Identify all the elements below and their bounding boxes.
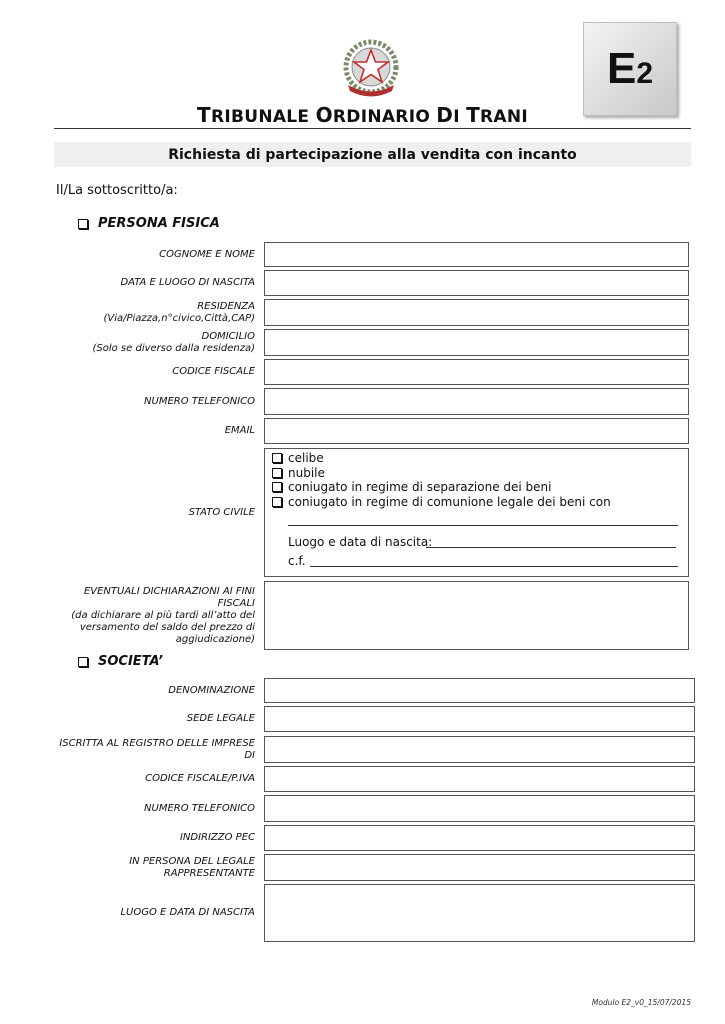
label-dichiarazioni-fiscali: EVENTUALI DICHIARAZIONI AI FINI FISCALI (da dichiarare al più tardi all’atto del versamento del saldo del prezzo di aggiudicazione): [71, 585, 255, 645]
badge-number: 2: [636, 57, 654, 90]
spouse-cf-line[interactable]: [310, 566, 678, 567]
label-sede-legale: SEDE LEGALE: [186, 713, 255, 724]
option-celibe[interactable]: celibe: [272, 451, 611, 466]
badge-letter: E: [606, 44, 637, 93]
section-societa-label: SOCIETA’: [98, 654, 163, 669]
input-societa-telefono[interactable]: [264, 795, 695, 822]
label-societa-nascita: LUOGO E DATA DI NASCITA: [120, 907, 255, 918]
input-registro-imprese[interactable]: [264, 736, 695, 763]
italian-republic-emblem-icon: [338, 36, 404, 102]
section-persona-fisica[interactable]: [78, 216, 220, 231]
checkbox-icon[interactable]: [272, 482, 282, 492]
input-numero-telefonico[interactable]: [264, 388, 689, 415]
label-residenza: RESIDENZA (Via/Piazza,n°civico,Città,CAP): [103, 300, 255, 324]
checkbox-icon[interactable]: [272, 453, 282, 463]
label-data-luogo-nascita: DATA E LUOGO DI NASCITA: [120, 277, 255, 288]
input-domicilio[interactable]: [264, 329, 689, 356]
court-word-1: TRIBUNALE: [196, 103, 310, 127]
spouse-name-line[interactable]: [288, 525, 678, 526]
label-codice-fiscale: CODICE FISCALE: [172, 366, 255, 377]
spouse-birth-line[interactable]: [426, 547, 676, 548]
input-dichiarazioni-fiscali[interactable]: [264, 581, 689, 650]
label-denominazione: DENOMINAZIONE: [168, 684, 255, 696]
court-title: [0, 103, 725, 127]
input-codice-fiscale[interactable]: [264, 359, 689, 385]
checkbox-icon[interactable]: [78, 657, 88, 667]
input-societa-nascita[interactable]: [264, 884, 695, 942]
option-nubile[interactable]: nubile: [272, 466, 611, 481]
label-email: EMAIL: [224, 425, 255, 436]
label-legale-rappresentante: IN PERSONA DEL LEGALE RAPPRESENTANTE: [129, 855, 255, 879]
input-email[interactable]: [264, 418, 689, 444]
input-data-luogo-nascita[interactable]: [264, 270, 689, 296]
label-registro-imprese: ISCRITTA AL REGISTRO DELLE IMPRESE DI: [59, 737, 255, 761]
label-societa-telefono: NUMERO TELEFONICO: [144, 802, 255, 814]
form-code-badge: [583, 22, 677, 116]
label-indirizzo-pec: INDIRIZZO PEC: [179, 832, 255, 843]
form-version-footer: Modulo E2_v0_15/07/2015: [591, 998, 691, 1007]
intro-text: Il/La sottoscritto/a:: [56, 183, 178, 198]
label-cognome-nome: COGNOME E NOME: [159, 248, 255, 260]
label-domicilio: DOMICILIO (Solo se diverso dalla residenza): [92, 330, 255, 354]
section-societa[interactable]: [78, 654, 163, 669]
section-persona-fisica-label: PERSONA FISICA: [98, 216, 220, 231]
input-codice-fiscale-piva[interactable]: [264, 766, 695, 792]
option-comunione-beni[interactable]: coniugato in regime di comunione legale dei beni con: [272, 495, 611, 510]
option-separazione-beni[interactable]: coniugato in regime di separazione dei beni: [272, 480, 611, 495]
court-word-2: ORDINARIO: [315, 103, 431, 127]
stato-civile-options: [272, 451, 611, 509]
spouse-birth-label: Luogo e data di nascita:: [288, 535, 433, 549]
court-word-3: DI: [436, 103, 460, 127]
input-sede-legale[interactable]: [264, 706, 695, 732]
checkbox-icon[interactable]: [272, 497, 282, 507]
court-word-4: TRANI: [466, 103, 529, 127]
input-legale-rappresentante[interactable]: [264, 854, 695, 881]
input-indirizzo-pec[interactable]: [264, 825, 695, 851]
label-numero-telefonico: NUMERO TELEFONICO: [144, 395, 255, 407]
spouse-cf-label: c.f.: [288, 554, 306, 568]
header-divider: [54, 128, 691, 129]
document-title: Richiesta di partecipazione alla vendita con incanto: [54, 142, 691, 167]
input-denominazione[interactable]: [264, 678, 695, 703]
input-residenza[interactable]: [264, 299, 689, 326]
checkbox-icon[interactable]: [78, 219, 88, 229]
label-codice-fiscale-piva: CODICE FISCALE/P.IVA: [145, 773, 255, 784]
input-cognome-nome[interactable]: [264, 242, 689, 267]
label-stato-civile: STATO CIVILE: [188, 506, 255, 518]
checkbox-icon[interactable]: [272, 468, 282, 478]
